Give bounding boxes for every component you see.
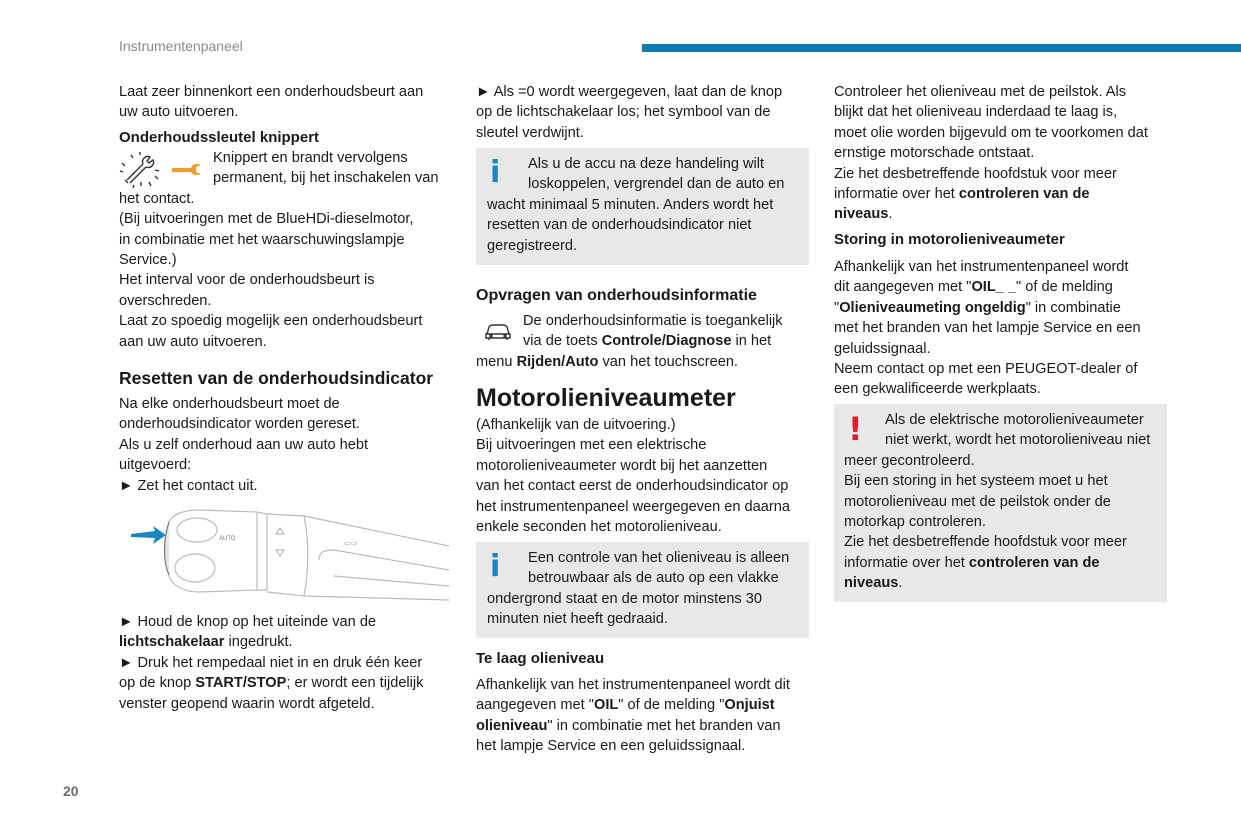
text-segment: via de toets: [523, 333, 602, 350]
text-line: Zie het desbetreffende hoofdstuk voor meer: [834, 165, 1117, 182]
text-line: [834, 184, 1148, 204]
bold-text-segment: lichtschakelaar: [119, 634, 225, 651]
text-segment: ingedrukt.: [224, 634, 293, 651]
text-line: ernstige motorschade ontstaat.: [834, 145, 1035, 162]
light-switch-stalk-illustration: [119, 500, 454, 613]
svg-text:⇦⇨: ⇦⇨: [344, 539, 358, 548]
info-icon: i: [490, 155, 501, 190]
text-line: meer gecontroleerd.: [844, 452, 975, 469]
text-line: enkele seconden het motorolieniveau.: [476, 519, 722, 536]
text-line: ► Druk het rempedaal niet in en druk één keer: [119, 654, 423, 671]
text-segment: " in combinatie: [1025, 299, 1121, 316]
section-title: Instrumentenpaneel: [119, 38, 243, 54]
bold-text-segment: Controle/Diagnose: [601, 333, 732, 350]
bold-text-segment: OIL: [593, 697, 619, 714]
text-segment: informatie over het: [834, 186, 959, 203]
info-box: [476, 542, 809, 638]
bold-text-segment: Rijden/Auto: [516, 353, 599, 370]
info-icon: i: [490, 549, 501, 584]
bold-text-segment: Onjuist: [724, 697, 775, 714]
text-line: overschreden.: [119, 292, 212, 309]
section-color-bar: [642, 44, 1241, 52]
text-line: uitgevoerd:: [119, 457, 192, 474]
info-text: [487, 154, 784, 256]
text-line: aan uw auto uitvoeren.: [119, 333, 267, 350]
text-line: [476, 352, 783, 372]
text-line: [834, 277, 1141, 297]
auto-label: AUTO: [219, 536, 236, 542]
text-line: Service.): [119, 252, 177, 269]
paragraph: [476, 82, 782, 143]
text-line: Laat zo spoedig mogelijk een onderhoudsbeurt: [119, 313, 423, 330]
text-line: Neem contact op met een PEUGEOT-dealer of: [834, 361, 1138, 378]
text-line: [476, 331, 783, 351]
text-line: van het contact eerst de onderhoudsindicator op: [476, 478, 789, 495]
text-line: Als u zelf onderhoud aan uw auto hebt: [119, 436, 369, 453]
paragraph: [476, 675, 790, 757]
text-line: een gekwalificeerde werkplaats.: [834, 381, 1041, 398]
paragraph: [476, 311, 783, 372]
paragraph: [119, 82, 423, 123]
text-line: met het branden van het lampje Service en een: [834, 320, 1141, 337]
bold-text-segment: controleren van de: [968, 554, 1100, 571]
text-segment: dit aangegeven met ": [834, 279, 972, 296]
text-segment: " of de melding: [1016, 279, 1113, 296]
page-number: 20: [63, 783, 79, 799]
text-segment: " of de melding ": [618, 697, 725, 714]
text-line: geregistreerd.: [487, 237, 578, 254]
paragraph: [119, 148, 439, 352]
text-line: in combinatie met het waarschuwingslampje: [119, 231, 405, 248]
bold-text-segment: olieniveau: [476, 717, 548, 734]
text-line: Bij uitvoeringen met een elektrische: [476, 437, 707, 454]
text-line: niet werkt, wordt het motorolieniveau niet: [885, 432, 1151, 449]
text-line: motorolieniveau met de peilstok onder de: [844, 493, 1111, 510]
text-line: De onderhoudsinformatie is toegankelijk: [523, 313, 783, 329]
text-line: onderhoudsindicator worden gereset.: [119, 416, 360, 433]
text-line: [119, 632, 423, 652]
text-segment: menu: [476, 353, 517, 370]
text-segment: van het touchscreen.: [598, 353, 738, 370]
text-line: (Afhankelijk van de uitvoering.): [476, 417, 676, 433]
text-line: sleutel verdwijnt.: [476, 124, 584, 141]
text-line: motorolieniveaumeter wordt bij het aanzetten: [476, 457, 768, 474]
text-segment: " in combinatie met het branden van: [547, 717, 781, 734]
warning-text: [844, 410, 1150, 594]
bold-text-segment: OIL_ _: [971, 279, 1017, 296]
text-line: motorkap controleren.: [844, 514, 986, 531]
text-line: Een controle van het olieniveau is alleen: [528, 550, 790, 566]
text-line: Afhankelijk van het instrumentenpaneel wordt dit: [476, 677, 790, 693]
paragraph: [834, 257, 1141, 400]
warning-exclamation-icon: !: [848, 410, 863, 448]
info-text: [487, 548, 789, 630]
text-line: Laat zeer binnenkort een onderhoudsbeurt aan: [119, 84, 424, 100]
text-line: resetten van de onderhoudsindicator niet: [487, 217, 752, 234]
heading-te-laag: Te laag olieniveau: [476, 650, 605, 667]
text-line: ► Zet het contact uit.: [119, 477, 258, 494]
heading-opvragen: Opvragen van onderhoudsinformatie: [476, 287, 757, 304]
text-line: het instrumentenpaneel weergegeven en daarna: [476, 498, 790, 515]
text-line: blijkt dat het olieniveau inderdaad te laag is,: [834, 104, 1118, 121]
text-line: minuten niet heeft gedraaid.: [487, 611, 668, 628]
paragraph: [119, 394, 368, 496]
text-line: Afhankelijk van het instrumentenpaneel wordt: [834, 259, 1129, 275]
paragraph: [119, 612, 423, 714]
info-box: [476, 148, 809, 265]
text-line: Zie het desbetreffende hoofdstuk voor meer: [844, 534, 1127, 551]
text-segment: in het: [731, 333, 772, 350]
text-line: ► Als =0 wordt weergegeven, laat dan de knop: [476, 84, 783, 100]
bold-text-segment: niveaus: [834, 206, 889, 223]
text-line: loskoppelen, vergrendel dan de auto en: [528, 176, 785, 193]
text-line: Het interval voor de onderhoudsbeurt is: [119, 272, 375, 289]
warning-box: [834, 404, 1167, 602]
text-segment: .: [888, 206, 893, 223]
text-segment: informatie over het: [844, 554, 969, 571]
text-line: Bij een storing in het systeem moet u het: [844, 473, 1108, 490]
bold-text-segment: controleren van de: [958, 186, 1090, 203]
text-line: Na elke onderhoudsbeurt moet de: [119, 396, 340, 412]
text-line: Als u de accu na deze handeling wilt: [528, 156, 765, 172]
text-line: [476, 695, 790, 715]
text-segment: op de knop: [119, 675, 196, 692]
text-segment: aangegeven met ": [476, 697, 594, 714]
text-line: [476, 716, 790, 736]
text-line: [119, 673, 423, 693]
text-line: (Bij uitvoeringen met de BlueHDi-dieselmotor,: [119, 211, 414, 228]
text-line: Als de elektrische motorolieniveaumeter: [885, 412, 1144, 428]
text-line: het contact.: [119, 190, 195, 207]
text-line: wacht minimaal 5 minuten. Anders wordt het: [487, 196, 774, 213]
heading-onderhoudssleutel: Onderhoudssleutel knippert: [119, 129, 320, 146]
paragraph: [476, 415, 790, 537]
paragraph: [834, 82, 1148, 225]
text-line: geluidssignaal.: [834, 340, 931, 357]
text-line: ondergrond staat en de motor minstens 30: [487, 590, 763, 607]
text-line: betrouwbaar als de auto op een vlakke: [528, 570, 779, 587]
heading-storing: Storing in motorolieniveaumeter: [834, 231, 1065, 248]
text-line: [844, 553, 1150, 573]
heading-motorolieniveaumeter: Motorolieniveaumeter: [476, 384, 736, 412]
text-segment: ": [834, 299, 840, 316]
text-line: [844, 573, 1150, 593]
text-line: op de lichtschakelaar los; het symbool van de: [476, 104, 771, 121]
text-line: het lampje Service en een geluidssignaal.: [476, 738, 746, 755]
text-line: Controleer het olieniveau met de peilstok. Als: [834, 84, 1127, 100]
text-line: ► Houd de knop op het uiteinde van de: [119, 614, 377, 630]
text-segment: .: [898, 575, 903, 592]
heading-resetten: Resetten van de onderhoudsindicator: [119, 368, 434, 388]
bold-text-segment: START/STOP: [195, 675, 287, 692]
bold-text-segment: niveaus: [844, 575, 899, 592]
text-line: venster geopend waarin wordt afgeteld.: [119, 695, 375, 712]
text-line: [834, 204, 1148, 224]
text-line: moet olie worden bijgevuld om te voorkomen dat: [834, 124, 1148, 141]
bold-text-segment: Olieniveaumeting ongeldig: [839, 299, 1026, 316]
text-line: Knippert en brandt vervolgens: [213, 150, 408, 166]
text-line: permanent, bij het inschakelen van: [213, 170, 439, 187]
text-segment: ; er wordt een tijdelijk: [286, 675, 424, 692]
text-line: uw auto uitvoeren.: [119, 104, 239, 121]
text-line: [834, 298, 1141, 318]
